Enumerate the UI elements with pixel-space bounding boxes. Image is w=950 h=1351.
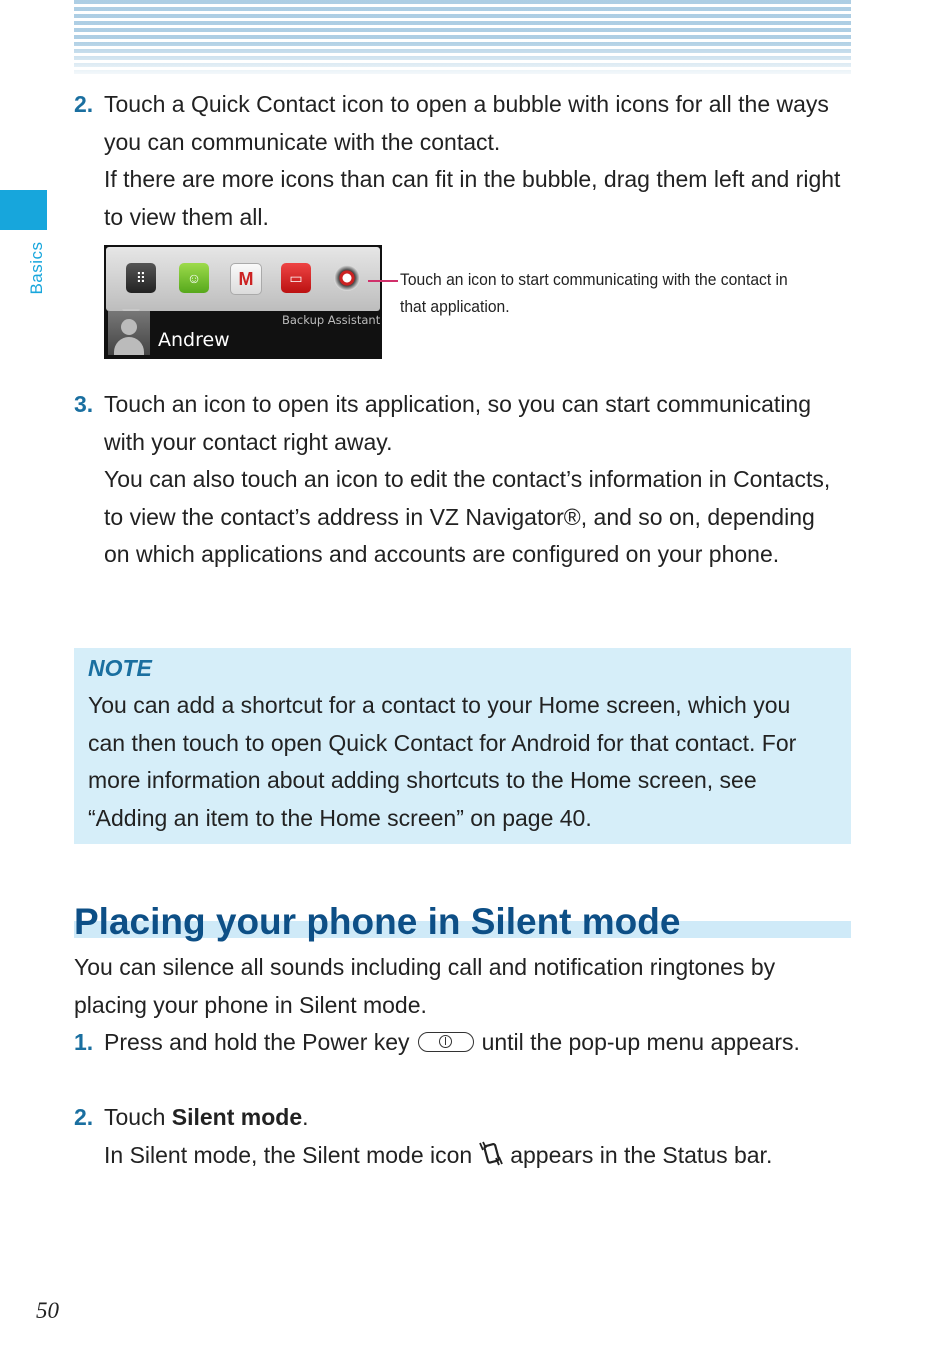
step-2-suffix: . [302, 1104, 309, 1130]
step-3-detail: You can also touch an icon to edit the contact’s information in Contacts, to view the contact’s address in VZ Navigator®, and so on, depending on which applications and accounts are configured on your phone. [104, 466, 831, 567]
note-title: NOTE [88, 655, 152, 681]
section-label: Basics [27, 241, 46, 295]
power-key-icon [418, 1032, 474, 1052]
step-1-text-before: Press and hold the Power key [104, 1029, 410, 1055]
step-number: 3. [74, 391, 94, 417]
silent-step-1-body [104, 1024, 804, 1062]
gmail-icon: M [230, 263, 262, 295]
silent-step-2-body [104, 1099, 854, 1174]
avatar [108, 311, 150, 355]
navigator-icon [332, 263, 362, 293]
step-2-text: Touch a Quick Contact icon to open a bubble with icons for all the ways you can communicate with the contact. [104, 91, 829, 155]
quick-contact-screenshot [104, 245, 382, 359]
step-2-prefix: Touch [104, 1104, 172, 1130]
silent-step-2-detail [104, 1137, 854, 1175]
note-text: You can add a shortcut for a contact to your Home screen, which you can then touch to open Quick Contact for Android for that contact. For more information about adding shortcuts to the Home screen, see “Adding an item to the Home screen” on page 40. [88, 692, 797, 831]
step-number: 2. [74, 1104, 94, 1130]
header-fade [74, 40, 851, 74]
step-2-body [104, 86, 854, 236]
step-3-body [104, 386, 844, 574]
messaging-icon: ☺ [179, 263, 209, 293]
page-number: 50 [36, 1298, 59, 1323]
silent-mode-label: Silent mode [171, 1104, 303, 1130]
step-number: 2. [74, 91, 94, 117]
step-2-detail: If there are more icons than can fit in the bubble, drag them left and right to view them all. [104, 166, 841, 230]
section-intro: You can silence all sounds including call and notification ringtones by placing your phone in Silent mode. [74, 954, 776, 1018]
dialer-icon: ⠿ [126, 263, 156, 293]
silent-step-2-text [104, 1099, 854, 1137]
figure-callout: Touch an icon to start communicating with the contact in that application. [400, 270, 788, 316]
contact-name: Andrew [158, 329, 230, 351]
step-2-detail-before: In Silent mode, the Silent mode icon [104, 1141, 473, 1168]
step-1-text-after: until the pop-up menu appears. [481, 1029, 800, 1055]
silent-step-1-text [104, 1024, 804, 1062]
chat-icon: ▭ [281, 263, 311, 293]
step-3-text: Touch an icon to open its application, so you can start communicating with your contact right away. [104, 391, 812, 455]
section-tab-marker [0, 190, 47, 230]
step-number: 1. [74, 1029, 94, 1055]
step-2-detail-after: appears in the Status bar. [510, 1141, 773, 1168]
callout-line [368, 280, 398, 282]
silent-mode-icon [476, 1139, 506, 1167]
contact-sub-label: Backup Assistant [282, 313, 381, 327]
section-heading: Placing your phone in Silent mode [74, 901, 681, 942]
quick-contact-bubble [106, 247, 380, 311]
